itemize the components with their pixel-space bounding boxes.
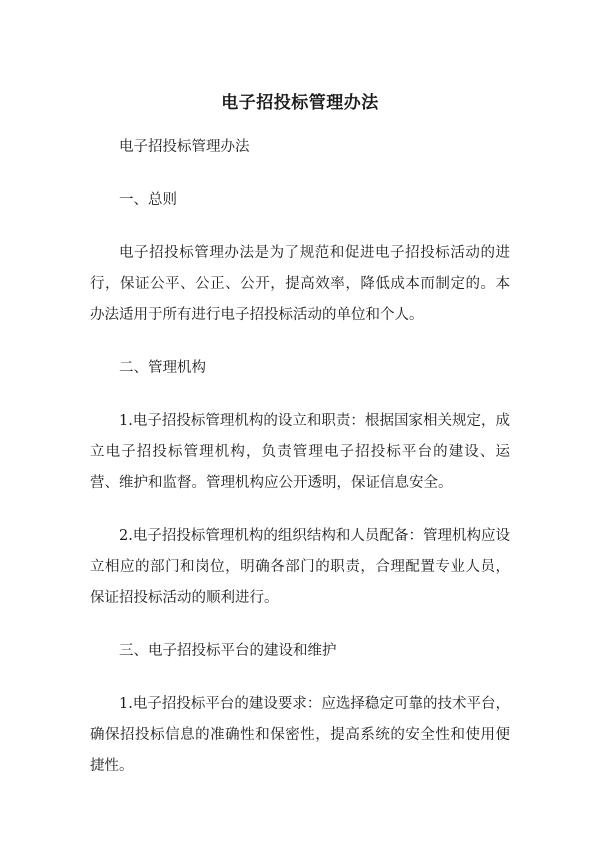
document-body [90, 132, 510, 804]
paragraph-management-2: 2.电子招投标管理机构的组织结构和人员配备：管理机构应设立相应的部门和岗位，明确各部门的职责，合理配置专业人员，保证招投标活动的顺利进行。 [90, 528, 510, 606]
paragraph-platform-1: 1.电子招投标平台的建设要求：应选择稳定可靠的技术平台，确保招投标信息的准确性和保密性，提高系统的安全性和使用便捷性。 [90, 696, 510, 774]
section-heading-platform: 三、电子招投标平台的建设和维护 [119, 643, 337, 659]
paragraph-general: 电子招投标管理办法是为了规范和促进电子招投标活动的进行，保证公平、公正、公开，提高效率，降低成本而制定的。本办法适用于所有进行电子招投标活动的单位和个人。 [90, 245, 510, 323]
section-heading-general: 一、总则 [119, 192, 177, 208]
section-heading-management: 二、管理机构 [119, 360, 206, 376]
paragraph-subtitle: 电子招投标管理办法 [119, 139, 250, 155]
document-title: 电子招投标管理办法 [221, 93, 379, 113]
paragraph-management-1: 1.电子招投标管理机构的设立和职责：根据国家相关规定，成立电子招投标管理机构，负责管理电子招投标平台的建设、运营、维护和监督。管理机构应公开透明，保证信息安全。 [90, 413, 510, 491]
